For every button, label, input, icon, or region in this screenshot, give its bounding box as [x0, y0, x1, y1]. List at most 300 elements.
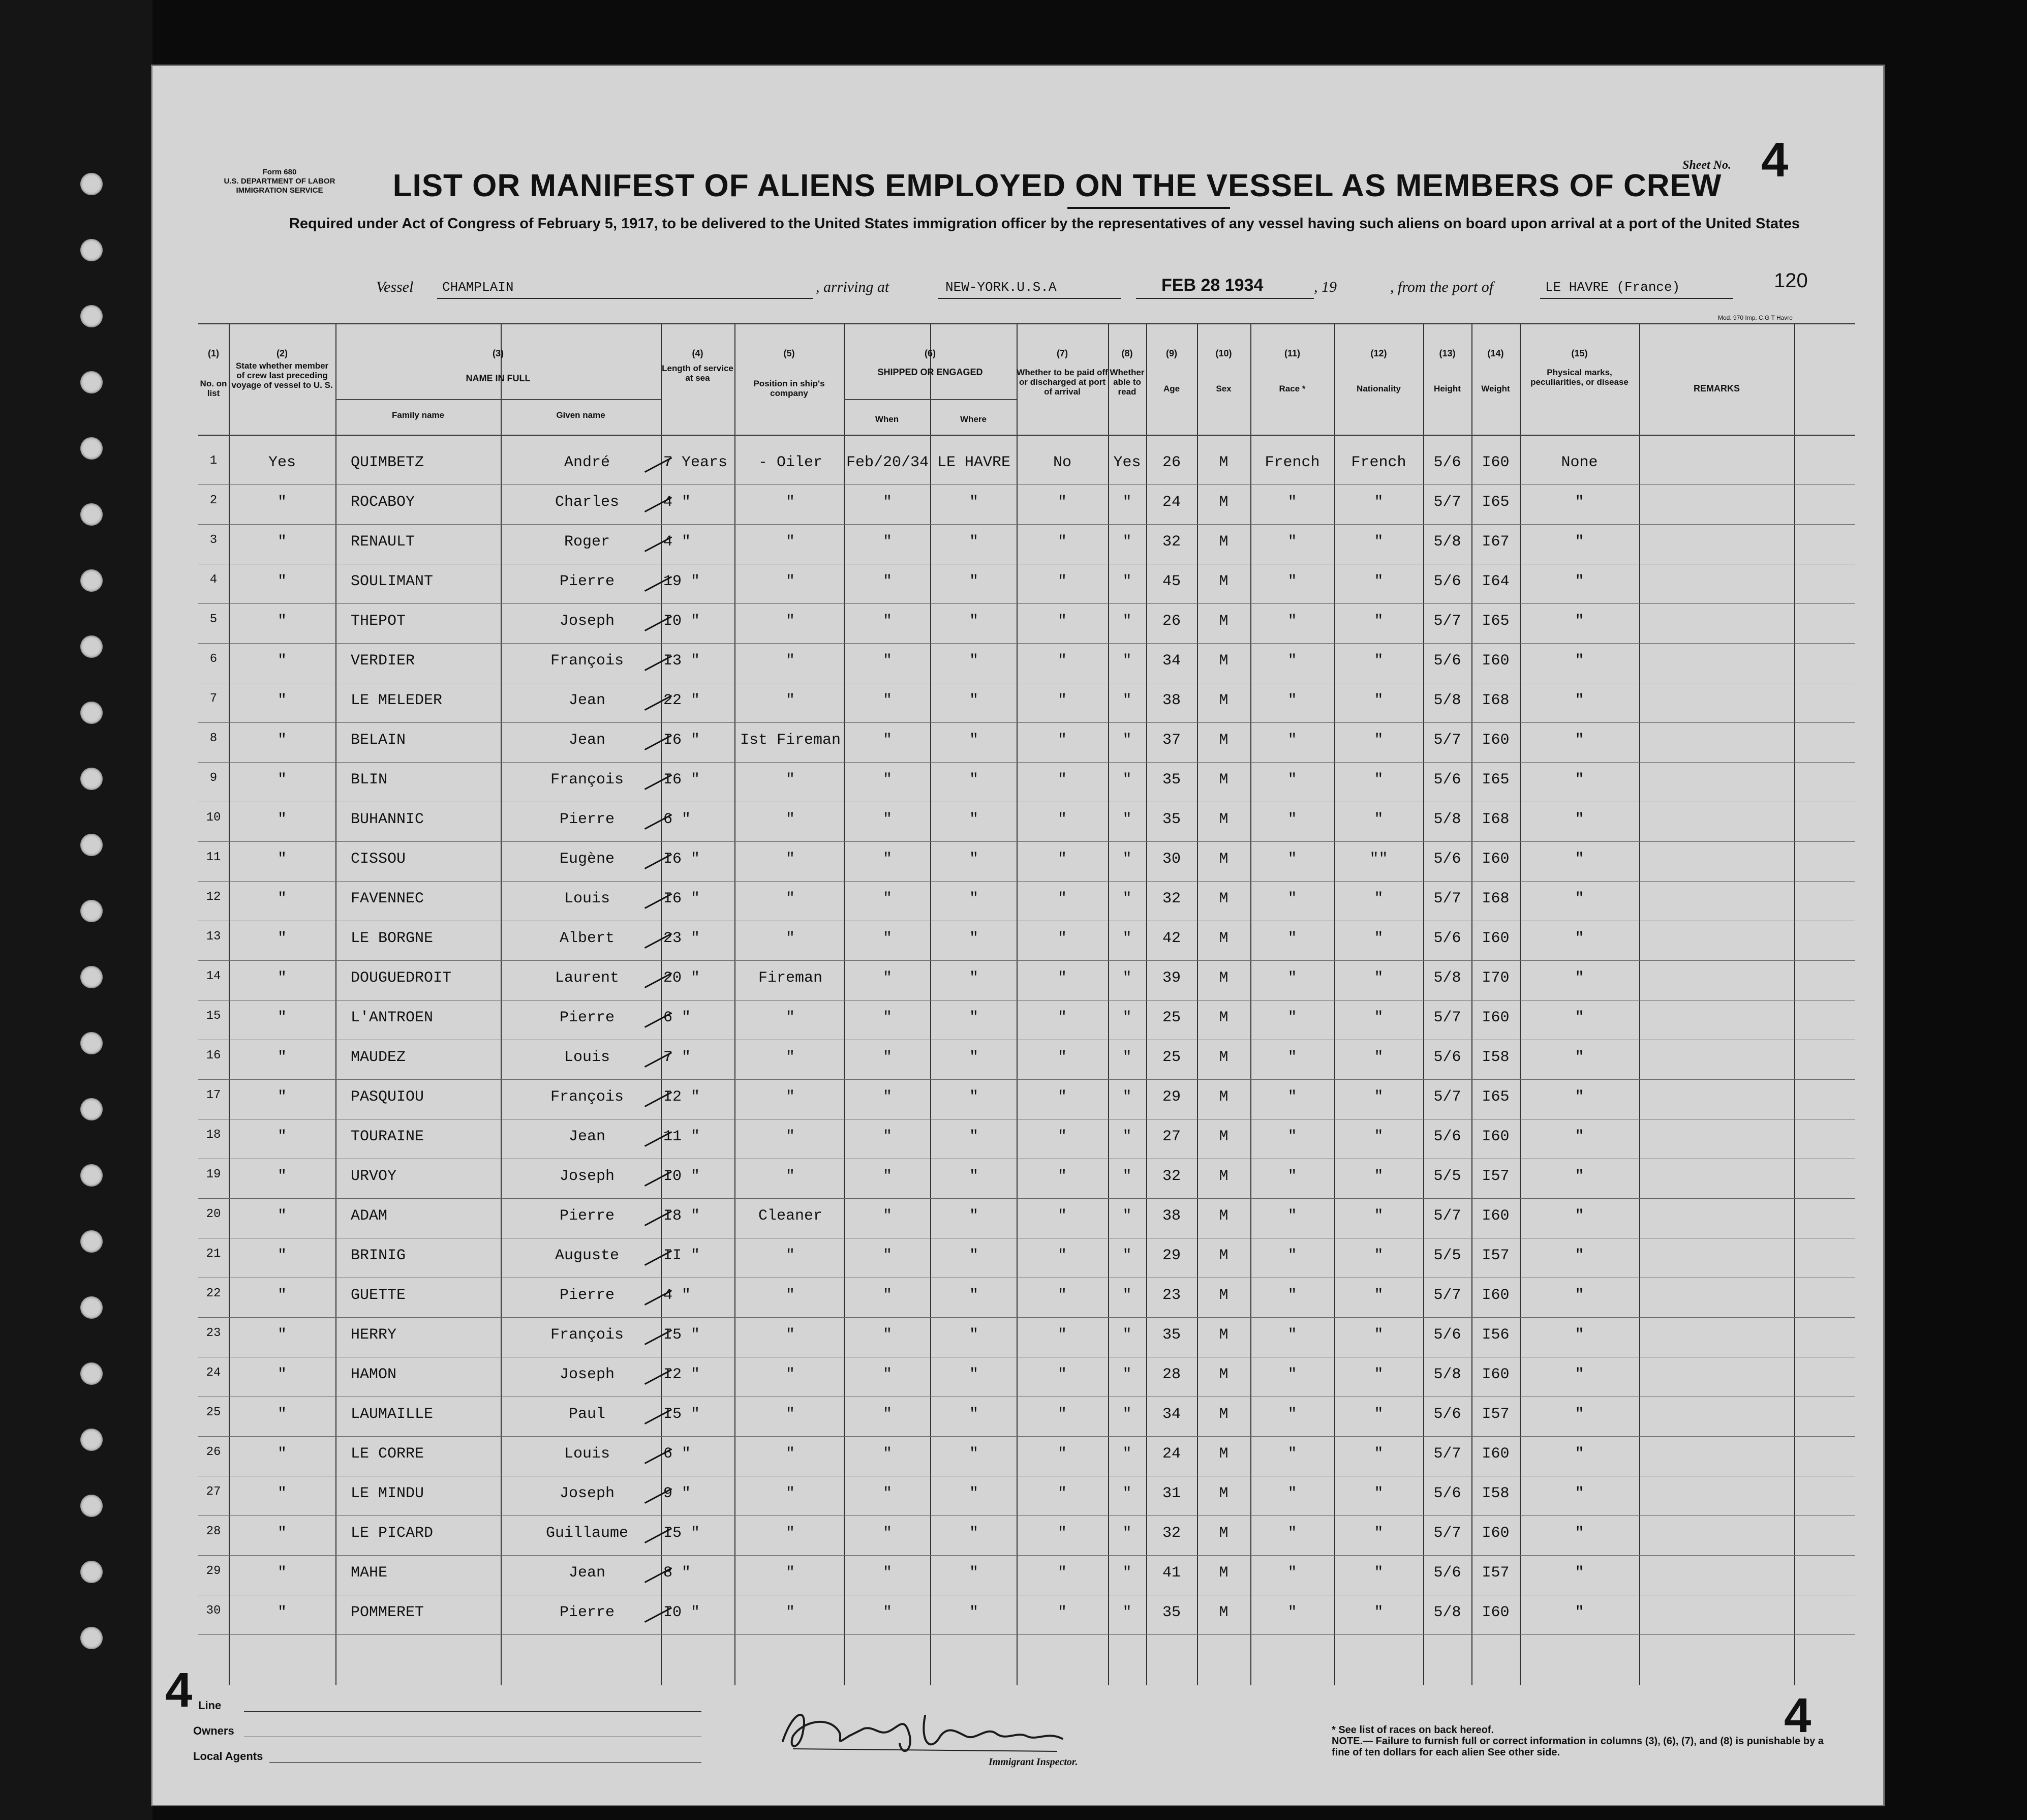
cell-where: " — [969, 732, 978, 749]
cell-age: 34 — [1162, 1406, 1181, 1423]
cell-race: " — [1287, 573, 1297, 590]
cell-paid: " — [1057, 533, 1067, 551]
header-paid-off: Whether to be paid off or discharged at port of arrival — [1017, 368, 1108, 397]
cell-given: Jean — [568, 1128, 605, 1145]
binder-hole — [80, 503, 103, 526]
cell-sex: M — [1219, 1247, 1229, 1264]
cell-height: 5/7 — [1433, 494, 1461, 511]
cell-weight: I64 — [1482, 573, 1510, 590]
cell-no: 12 — [206, 890, 221, 904]
cell-nationality: " — [1374, 930, 1384, 947]
corner-number-right: 4 — [1784, 1688, 1811, 1743]
column-rule — [1017, 323, 1018, 1685]
cell-where: " — [969, 1564, 978, 1582]
cell-no: 9 — [209, 771, 218, 785]
cell-height: 5/7 — [1433, 1009, 1461, 1026]
cell-weight: I60 — [1482, 1525, 1510, 1542]
cell-age: 41 — [1162, 1564, 1181, 1582]
header-length-of-service: Length of service at sea — [662, 363, 733, 383]
cell-race: " — [1287, 890, 1297, 907]
cell-read: " — [1122, 732, 1132, 749]
cell-race: " — [1287, 1406, 1297, 1423]
cell-when: " — [882, 1604, 892, 1621]
cell-service: 19 " — [663, 573, 700, 590]
cell-family: LE PICARD — [351, 1525, 434, 1542]
cell-prev: " — [277, 1326, 287, 1344]
page-title: LIST OR MANIFEST OF ALIENS EMPLOYED ON THE VESSEL AS MEMBERS OF CREW — [392, 168, 1722, 203]
column-rule — [930, 323, 931, 1685]
cell-age: 35 — [1162, 811, 1181, 828]
cell-paid: " — [1057, 930, 1067, 947]
cell-marks: " — [1575, 1564, 1584, 1582]
cell-prev: " — [277, 1406, 287, 1423]
cell-race: " — [1287, 1287, 1297, 1304]
column-rule — [661, 323, 662, 1685]
cell-family: LAUMAILLE — [351, 1406, 434, 1423]
cell-position: Fireman — [758, 969, 823, 987]
cell-prev: " — [277, 851, 287, 868]
cell-given: Joseph — [559, 1168, 615, 1185]
cell-race: " — [1287, 732, 1297, 749]
cell-sex: M — [1219, 454, 1229, 471]
binder-hole — [80, 569, 103, 592]
cell-age: 34 — [1162, 652, 1181, 670]
cell-where: " — [969, 771, 978, 788]
cell-when: Feb/20/34 — [846, 454, 929, 471]
cell-no: 30 — [206, 1604, 221, 1618]
cell-read: " — [1122, 1009, 1132, 1026]
cell-paid: " — [1057, 1366, 1067, 1383]
cell-sex: M — [1219, 1525, 1229, 1542]
cell-sex: M — [1219, 851, 1229, 868]
header-subrule — [335, 399, 661, 400]
title-rule — [1067, 207, 1230, 209]
binder-hole — [80, 702, 103, 724]
cell-marks: " — [1575, 692, 1584, 709]
cell-where: LE HAVRE — [937, 454, 1011, 471]
cell-nationality: "" — [1369, 851, 1388, 868]
cell-read: " — [1122, 811, 1132, 828]
header-able-to-read: Whether able to read — [1110, 368, 1145, 397]
handwritten-number: 120 — [1774, 269, 1808, 292]
cell-race: " — [1287, 533, 1297, 551]
cell-when: " — [882, 494, 892, 511]
cell-age: 37 — [1162, 732, 1181, 749]
cell-sex: M — [1219, 1326, 1229, 1344]
cell-height: 5/6 — [1433, 1564, 1461, 1582]
cell-service: I6 " — [663, 771, 700, 788]
cell-marks: " — [1575, 1406, 1584, 1423]
cell-service: I5 " — [663, 1406, 700, 1423]
cell-race: " — [1287, 969, 1297, 987]
cell-service: I0 " — [663, 613, 700, 630]
cell-nationality: " — [1374, 1525, 1384, 1542]
cell-prev: " — [277, 930, 287, 947]
manifest-sheet — [152, 66, 1883, 1805]
cell-paid: " — [1057, 1207, 1067, 1225]
cell-given: Louis — [564, 1049, 610, 1066]
col-num-4: (4) — [692, 348, 703, 358]
form-tag — [203, 168, 356, 195]
cell-race: " — [1287, 1168, 1297, 1185]
row-rule — [198, 722, 1855, 723]
cell-height: 5/6 — [1433, 1128, 1461, 1145]
cell-family: VERDIER — [351, 652, 415, 670]
cell-prev: " — [277, 969, 287, 987]
cell-read: " — [1122, 1445, 1132, 1463]
cell-paid: " — [1057, 573, 1067, 590]
cell-weight: I60 — [1482, 1128, 1510, 1145]
cell-height: 5/8 — [1433, 969, 1461, 987]
row-rule — [198, 1317, 1855, 1318]
cell-when: " — [882, 1049, 892, 1066]
cell-paid: " — [1057, 1485, 1067, 1502]
vessel-name: CHAMPLAIN — [442, 280, 514, 295]
binder-hole — [80, 1230, 103, 1253]
cell-sex: M — [1219, 1088, 1229, 1106]
cell-family: HAMON — [351, 1366, 397, 1383]
cell-nationality: " — [1374, 1168, 1384, 1185]
form-service: IMMIGRATION SERVICE — [236, 186, 323, 195]
cell-when: " — [882, 1445, 892, 1463]
cell-nationality: " — [1374, 1326, 1384, 1344]
row-rule — [198, 881, 1855, 882]
cell-age: 29 — [1162, 1247, 1181, 1264]
cell-weight: I60 — [1482, 851, 1510, 868]
cell-family: CISSOU — [351, 851, 406, 868]
cell-paid: " — [1057, 1287, 1067, 1304]
cell-read: " — [1122, 1088, 1132, 1106]
cell-no: 28 — [206, 1525, 221, 1538]
cell-height: 5/6 — [1433, 851, 1461, 868]
cell-nationality: " — [1374, 494, 1384, 511]
cell-position: " — [785, 692, 795, 709]
header-name-in-full: NAME IN FULL — [466, 373, 531, 383]
cell-age: 45 — [1162, 573, 1181, 590]
cell-position: " — [785, 1445, 795, 1463]
header-subrule — [844, 399, 1017, 400]
cell-position: " — [785, 573, 795, 590]
form-department: U.S. DEPARTMENT OF LABOR — [224, 177, 335, 186]
cell-position: " — [785, 1564, 795, 1582]
cell-paid: " — [1057, 1088, 1067, 1106]
cell-position: " — [785, 494, 795, 511]
cell-prev: " — [277, 1604, 287, 1621]
cell-given: Auguste — [555, 1247, 620, 1264]
cell-race: " — [1287, 652, 1297, 670]
cell-no: 18 — [206, 1128, 221, 1142]
form-number: Form 680 — [262, 168, 297, 176]
cell-given: Pierre — [559, 1207, 615, 1225]
cell-sex: M — [1219, 811, 1229, 828]
cell-paid: " — [1057, 1406, 1067, 1423]
cell-where: " — [969, 1485, 978, 1502]
crew-table — [198, 323, 1855, 1685]
cell-nationality: " — [1374, 1445, 1384, 1463]
cell-nationality: " — [1374, 1366, 1384, 1383]
cell-prev: " — [277, 1247, 287, 1264]
from-underline — [1540, 298, 1733, 299]
cell-service: I6 " — [663, 890, 700, 907]
cell-sex: M — [1219, 890, 1229, 907]
cell-when: " — [882, 1128, 892, 1145]
cell-when: " — [882, 1366, 892, 1383]
cell-service: 6 " — [663, 1445, 691, 1463]
cell-age: 35 — [1162, 1604, 1181, 1621]
col-num-15: (15) — [1571, 348, 1588, 358]
cell-given: François — [550, 1088, 624, 1106]
cell-race: " — [1287, 613, 1297, 630]
cell-prev: " — [277, 1445, 287, 1463]
departure-port: LE HAVRE (France) — [1545, 280, 1680, 295]
col-num-10: (10) — [1215, 348, 1232, 358]
header-family-name: Family name — [392, 410, 444, 420]
col-num-13: (13) — [1439, 348, 1456, 358]
cell-where: " — [969, 1207, 978, 1225]
agents-underline — [269, 1762, 701, 1763]
cell-paid: " — [1057, 1445, 1067, 1463]
column-rule — [844, 323, 845, 1685]
cell-race: " — [1287, 811, 1297, 828]
cell-read: " — [1122, 1485, 1132, 1502]
cell-no: 14 — [206, 969, 221, 983]
cell-nationality: " — [1374, 890, 1384, 907]
cell-read: " — [1122, 890, 1132, 907]
footnote — [1332, 1724, 1840, 1758]
cell-paid: " — [1057, 613, 1067, 630]
binder-hole — [80, 1164, 103, 1187]
arrival-date-stamp: FEB 28 1934 — [1161, 276, 1264, 295]
cell-paid: " — [1057, 1564, 1067, 1582]
cell-weight: I60 — [1482, 1009, 1510, 1026]
cell-read: " — [1122, 1049, 1132, 1066]
cell-service: I6 " — [663, 732, 700, 749]
cell-family: LE CORRE — [351, 1445, 424, 1463]
cell-sex: M — [1219, 1604, 1229, 1621]
row-rule — [198, 1515, 1855, 1516]
cell-height: 5/7 — [1433, 1525, 1461, 1542]
footnote-penalty: NOTE.— Failure to furnish full or correct information in columns (3), (6), (7), and (8) is punishable by a fine of ten dollars for each alien See other side. — [1332, 1736, 1824, 1758]
cell-marks: " — [1575, 533, 1584, 551]
cell-height: 5/6 — [1433, 1485, 1461, 1502]
cell-height: 5/6 — [1433, 1326, 1461, 1344]
col-num-11: (11) — [1284, 348, 1301, 358]
cell-no: 8 — [209, 732, 218, 745]
cell-marks: " — [1575, 1088, 1584, 1106]
cell-where: " — [969, 1168, 978, 1185]
cell-when: " — [882, 732, 892, 749]
cell-service: 23 " — [663, 930, 700, 947]
inspector-label: Immigrant Inspector. — [989, 1756, 1078, 1768]
column-rule — [1146, 323, 1147, 1685]
corner-number-left: 4 — [165, 1663, 193, 1717]
cell-position: " — [785, 1088, 795, 1106]
cell-given: François — [550, 771, 624, 788]
cell-given: Guillaume — [545, 1525, 629, 1542]
cell-prev: " — [277, 811, 287, 828]
cell-family: BUHANNIC — [351, 811, 424, 828]
cell-weight: I60 — [1482, 1445, 1510, 1463]
cell-marks: " — [1575, 1168, 1584, 1185]
cell-given: Pierre — [559, 1604, 615, 1621]
cell-position: " — [785, 1287, 795, 1304]
cell-given: André — [564, 454, 610, 471]
header-when: When — [875, 414, 899, 424]
cell-no: 29 — [206, 1564, 221, 1578]
cell-paid: " — [1057, 1128, 1067, 1145]
cell-age: 26 — [1162, 613, 1181, 630]
cell-age: 25 — [1162, 1009, 1181, 1026]
cell-position: - Oiler — [758, 454, 823, 471]
cell-sex: M — [1219, 533, 1229, 551]
cell-no: 25 — [206, 1406, 221, 1419]
cell-service: 7 " — [663, 1049, 691, 1066]
cell-weight: I60 — [1482, 1207, 1510, 1225]
cell-height: 5/6 — [1433, 652, 1461, 670]
cell-position: " — [785, 811, 795, 828]
cell-read: " — [1122, 573, 1132, 590]
cell-prev: " — [277, 1088, 287, 1106]
cell-no: 3 — [209, 533, 218, 547]
cell-weight: I57 — [1482, 1406, 1510, 1423]
cell-read: " — [1122, 1326, 1132, 1344]
cell-prev: " — [277, 732, 287, 749]
date-underline — [1136, 298, 1314, 299]
cell-paid: " — [1057, 1247, 1067, 1264]
cell-where: " — [969, 1326, 978, 1344]
cell-service: 22 " — [663, 692, 700, 709]
cell-prev: " — [277, 1168, 287, 1185]
binder-hole — [80, 834, 103, 856]
cell-family: DOUGUEDROIT — [351, 969, 452, 987]
cell-family: MAHE — [351, 1564, 388, 1582]
cell-nationality: " — [1374, 613, 1384, 630]
cell-given: Jean — [568, 1564, 605, 1582]
cell-prev: " — [277, 494, 287, 511]
cell-service: I3 " — [663, 652, 700, 670]
cell-read: " — [1122, 1168, 1132, 1185]
cell-family: URVOY — [351, 1168, 397, 1185]
cell-position: " — [785, 1604, 795, 1621]
cell-race: " — [1287, 1088, 1297, 1106]
cell-no: 27 — [206, 1485, 221, 1499]
header-sex: Sex — [1216, 384, 1232, 393]
binder-hole — [80, 1362, 103, 1385]
cell-service: I5 " — [663, 1326, 700, 1344]
cell-marks: None — [1561, 454, 1598, 471]
cell-family: RENAULT — [351, 533, 415, 551]
cell-read: " — [1122, 613, 1132, 630]
cell-height: 5/7 — [1433, 613, 1461, 630]
cell-read: " — [1122, 771, 1132, 788]
cell-prev: " — [277, 1525, 287, 1542]
cell-when: " — [882, 811, 892, 828]
cell-paid: " — [1057, 1168, 1067, 1185]
cell-age: 32 — [1162, 1168, 1181, 1185]
cell-read: " — [1122, 1207, 1132, 1225]
cell-race: " — [1287, 1445, 1297, 1463]
cell-when: " — [882, 692, 892, 709]
column-rule — [1250, 323, 1251, 1685]
cell-given: Pierre — [559, 811, 615, 828]
cell-where: " — [969, 573, 978, 590]
cell-where: " — [969, 1406, 978, 1423]
row-rule — [198, 484, 1855, 485]
cell-age: 42 — [1162, 930, 1181, 947]
cell-age: 25 — [1162, 1049, 1181, 1066]
cell-service: I6 " — [663, 851, 700, 868]
cell-weight: I58 — [1482, 1049, 1510, 1066]
cell-when: " — [882, 1088, 892, 1106]
cell-race: French — [1265, 454, 1320, 471]
cell-family: BRINIG — [351, 1247, 406, 1264]
cell-prev: " — [277, 1128, 287, 1145]
cell-marks: " — [1575, 811, 1584, 828]
cell-when: " — [882, 1287, 892, 1304]
cell-read: " — [1122, 1366, 1132, 1383]
cell-no: 22 — [206, 1287, 221, 1300]
cell-race: " — [1287, 1009, 1297, 1026]
cell-race: " — [1287, 1128, 1297, 1145]
cell-age: 32 — [1162, 533, 1181, 551]
cell-family: MAUDEZ — [351, 1049, 406, 1066]
cell-nationality: " — [1374, 1207, 1384, 1225]
cell-no: 21 — [206, 1247, 221, 1261]
cell-service: 9 " — [663, 1485, 691, 1502]
cell-where: " — [969, 613, 978, 630]
cell-nationality: French — [1351, 454, 1406, 471]
cell-family: THEPOT — [351, 613, 406, 630]
cell-nationality: " — [1374, 771, 1384, 788]
cell-position: " — [785, 1247, 795, 1264]
cell-position: " — [785, 613, 795, 630]
cell-height: 5/7 — [1433, 1088, 1461, 1106]
cell-marks: " — [1575, 771, 1584, 788]
cell-sex: M — [1219, 613, 1229, 630]
cell-sex: M — [1219, 1049, 1229, 1066]
header-no-on-list: No. on list — [200, 379, 227, 398]
cell-family: FAVENNEC — [351, 890, 424, 907]
cell-nationality: " — [1374, 652, 1384, 670]
cell-service: I8 " — [663, 1207, 700, 1225]
cell-no: 6 — [209, 652, 218, 666]
cell-given: Charles — [555, 494, 620, 511]
cell-position: Ist Fireman — [740, 732, 841, 749]
cell-paid: " — [1057, 890, 1067, 907]
cell-marks: " — [1575, 1525, 1584, 1542]
cell-prev: " — [277, 1009, 287, 1026]
binder-hole — [80, 1495, 103, 1517]
cell-position: " — [785, 1009, 795, 1026]
cell-position: " — [785, 1366, 795, 1383]
cell-nationality: " — [1374, 1247, 1384, 1264]
col-num-1: (1) — [208, 348, 219, 358]
cell-position: " — [785, 1406, 795, 1423]
cell-where: " — [969, 1445, 978, 1463]
cell-height: 5/8 — [1433, 692, 1461, 709]
cell-marks: " — [1575, 851, 1584, 868]
cell-read: " — [1122, 969, 1132, 987]
cell-no: 7 — [209, 692, 218, 706]
column-rule — [1639, 323, 1640, 1685]
table-top-rule — [198, 323, 1855, 324]
binder-hole — [80, 966, 103, 988]
cell-prev: " — [277, 1287, 287, 1304]
binder-hole — [80, 437, 103, 460]
cell-position: " — [785, 1485, 795, 1502]
cell-service: 11 " — [663, 1128, 700, 1145]
cell-given: Jean — [568, 692, 605, 709]
